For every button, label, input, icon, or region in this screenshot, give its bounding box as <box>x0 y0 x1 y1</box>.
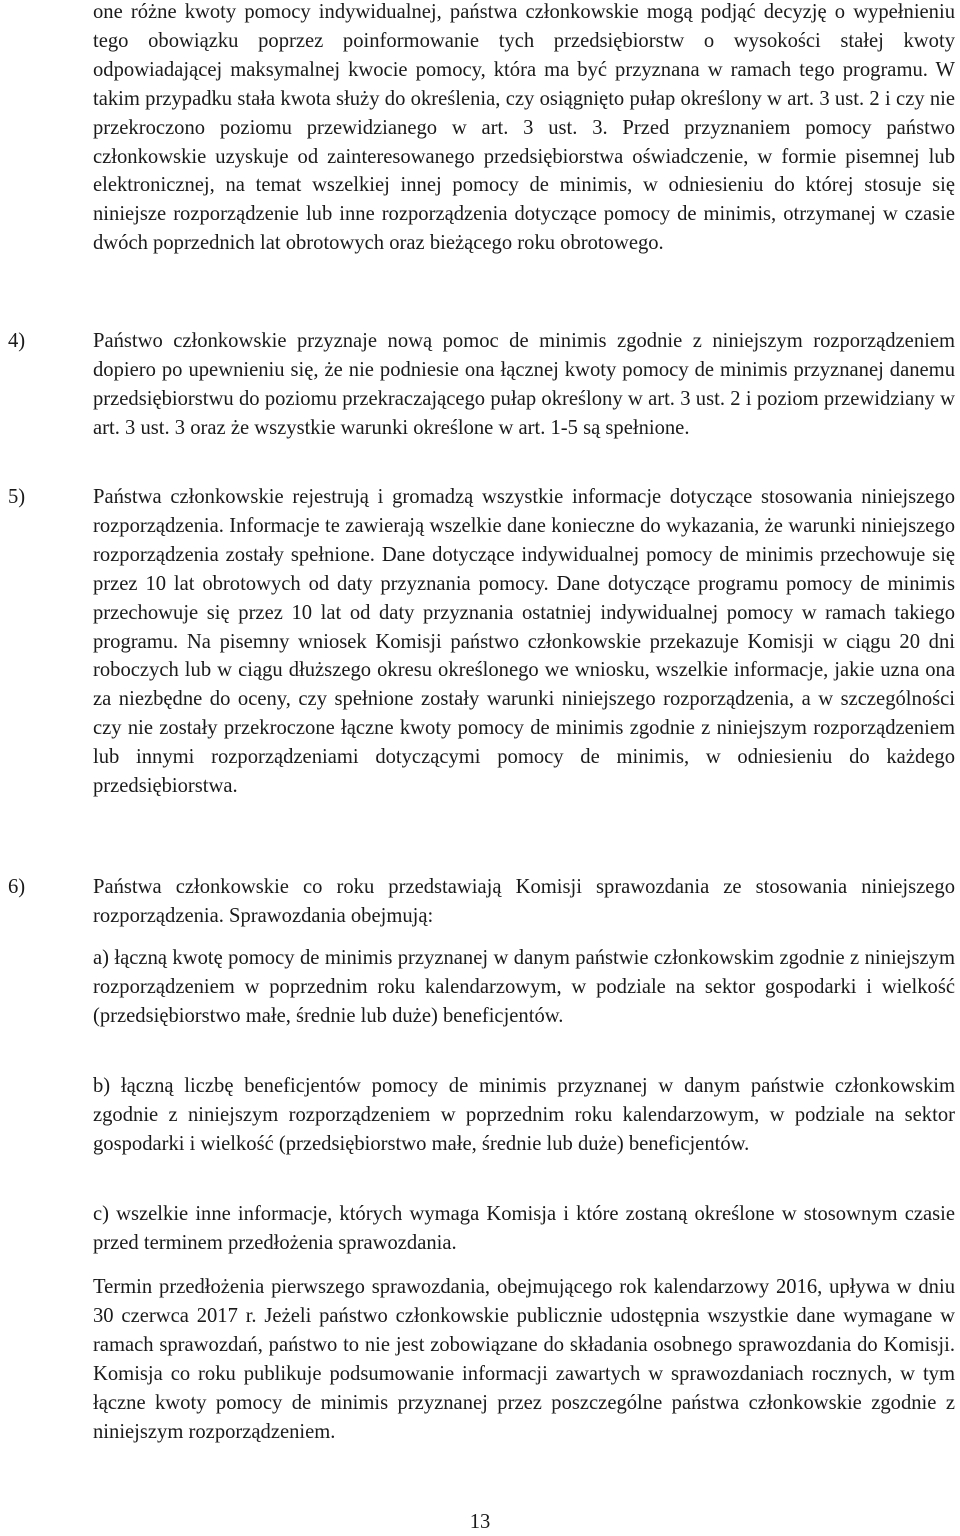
paragraph-continuation: one różne kwoty pomocy indywidualnej, państwa członkowskie mogą podjąć decyzję o wypełnieniu tego obowiązku poprzez poinformowanie tych przedsiębiorstw o wysokości stałej kwoty odpowiadającej maksymalnej kwocie pomocy, która ma być przyznana w ramach tego programu. W takim przypadku stała kwota służy do określenia, czy osiągnięto pułap określony w art. 3 ust. 2 i czy nie przekroczono poziomu przewidzianego w art. 3 ust. 3. Przed przyznaniem pomocy państwo członkowskie uzyskuje od zainteresowanego przedsiębiorstwa oświadczenie, w formie pisemnej lub elektronicznej, na temat wszelkiej innej pomocy de minimis, w odniesieniu do której stosuje się niniejsze rozporządzenie lub inne rozporządzenia dotyczące pomocy de minimis, otrzymanej w czasie dwóch poprzednich lat obrotowych oraz bieżącego roku obrotowego. <box>93 1 955 255</box>
paragraph-closing: Termin przedłożenia pierwszego sprawozdania, obejmującego rok kalendarzowy 2016, upływa w dniu 30 czerwca 2017 r. Jeżeli państwo członkowskie publicznie udostępnia wszystkie dane wymagane w ramach sprawozdań, państwo to nie jest zobowiązane do składania osobnego sprawozdania do Komisji. Komisja co roku publikuje podsumowanie informacji zawartych w sprawozdaniach rocznych, w tym łączne kwoty pomocy de minimis przyznanej przez poszczególne państwa członkowskie zgodnie z niniejszym rozporządzeniem. <box>93 1276 955 1443</box>
item-4-number: 4) <box>8 330 26 352</box>
item-4-text: Państwo członkowskie przyznaje nową pomoc de minimis zgodnie z niniejszym rozporządzeniem dopiero po upewnieniu się, że nie podniesie ona łącznej kwoty pomocy de minimis przyznanej danemu przedsiębiorstwu do poziomu przekraczającego pułap określony w art. 3 ust. 2 i poziom przewidziany w art. 3 ust. 3 oraz że wszystkie warunki określone w art. 1-5 są spełnione. <box>93 330 955 439</box>
item-6c-text: c) wszelkie inne informacje, których wymaga Komisja i które zostaną określone w stosownym czasie przed terminem przedłożenia sprawozdania. <box>93 1203 955 1254</box>
item-6b-text: b) łączną liczbę beneficjentów pomocy de minimis przyznanej w danym państwie członkowskim zgodnie z niniejszym rozporządzeniem w poprzednim roku kalendarzowym, w podziale na sektor gospodarki i wielkość (przedsiębiorstwo małe, średnie lub duże) beneficjentów. <box>93 1075 955 1155</box>
page-number: 13 <box>469 1511 491 1533</box>
item-5-text: Państwa członkowskie rejestrują i gromadzą wszystkie informacje dotyczące stosowania niniejszego rozporządzenia. Informacje te zawierają wszelkie dane konieczne do wykazania, że warunki niniejszego rozporządzenia zostały spełnione. Dane dotyczące indywidualnej pomocy de minimis przechowuje się przez 10 lat obrotowych od daty przyznania pomocy. Dane dotyczące programu pomocy de minimis przechowuje się przez 10 lat od daty przyznania ostatniej indywidualnej pomocy w ramach takiego programu. Na pisemny wniosek Komisji państwo członkowskie przekazuje Komisji w ciągu 20 dni roboczych lub w ciągu dłuższego okresu określonego we wniosku, wszelkie informacje, jakie uzna ona za niezbędne do oceny, czy spełnione zostały warunki niniejszego rozporządzenia, a w szczególności czy nie zostały przekroczone łączne kwoty pomocy de minimis zgodnie z niniejszym rozporządzeniem lub innymi rozporządzeniami dotyczącymi pomocy de minimis, w odniesieniu do każdego przedsiębiorstwa. <box>93 486 955 798</box>
item-6-number: 6) <box>8 876 26 898</box>
item-5-number: 5) <box>8 486 26 508</box>
item-6a-text: a) łączną kwotę pomocy de minimis przyznanej w danym państwie członkowskim zgodnie z niniejszym rozporządzeniem w poprzednim roku kalendarzowym, w podziale na sektor gospodarki i wielkość (przedsiębiorstwo małe, średnie lub duże) beneficjentów. <box>93 947 955 1027</box>
item-6-text: Państwa członkowskie co roku przedstawiają Komisji sprawozdania ze stosowania niniejszego rozporządzenia. Sprawozdania obejmują: <box>93 876 955 927</box>
